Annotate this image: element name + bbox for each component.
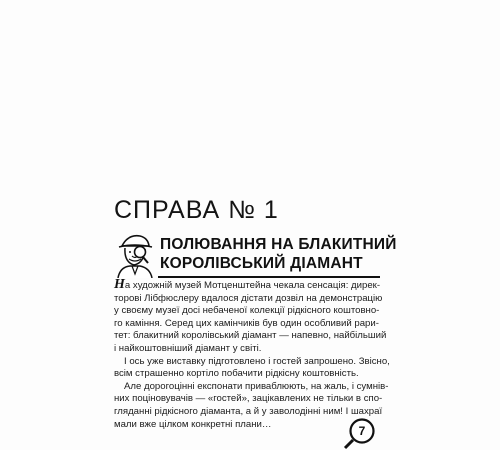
story-title — [160, 235, 397, 273]
text-line: всім страшенно кортіло побачити рідкісну коштовність. — [114, 368, 359, 380]
case-heading: СПРАВА № 1 — [114, 196, 279, 224]
story-title-line-1: ПОЛЮВАННЯ НА БЛАКИТНИЙ — [160, 236, 397, 253]
text-line: торові Лібфюслеру вдалося дістати дозвіл на демонстрацію — [114, 292, 383, 304]
story-title-line-2: КОРОЛІВСЬКИЙ ДІАМАНТ — [160, 255, 363, 272]
text-line: них поціновувачів — «гостей», зацікавлених не тільки в спо- — [114, 393, 383, 405]
text-line: у своєму музеї досі небаченої колекції рідкісного коштовно- — [114, 305, 380, 317]
story-header — [114, 232, 397, 280]
story-body — [114, 277, 390, 431]
text-line: мали вже цілком конкретні плани… — [114, 418, 272, 430]
text-line: гляданні рідкісного діаманта, а й у заволодінні ним! І шахраї — [114, 405, 383, 417]
text-line: го каміння. Серед цих камінчиків був один особливий рари- — [114, 317, 379, 329]
drop-cap: Н — [114, 277, 125, 292]
text-line: і найкоштовніший діамант у світі. — [114, 342, 262, 354]
page-number: 7 — [358, 424, 366, 438]
text-line: тет: блакитний королівський діамант — напевно, найбільший — [114, 330, 387, 342]
text-line: І ось уже виставку підготовлено і гостей запрошено. Звісно, — [124, 355, 390, 367]
text-line: На художній музей Мотценштейна чекала сенсація: дирек- — [114, 277, 381, 292]
detective-with-magnifier-icon — [114, 232, 156, 278]
title-underline — [158, 276, 380, 278]
text-line: Але дорогоцінні експонати приваблюють, на жаль, і сумнів- — [124, 380, 389, 392]
page-number-badge — [340, 414, 382, 450]
